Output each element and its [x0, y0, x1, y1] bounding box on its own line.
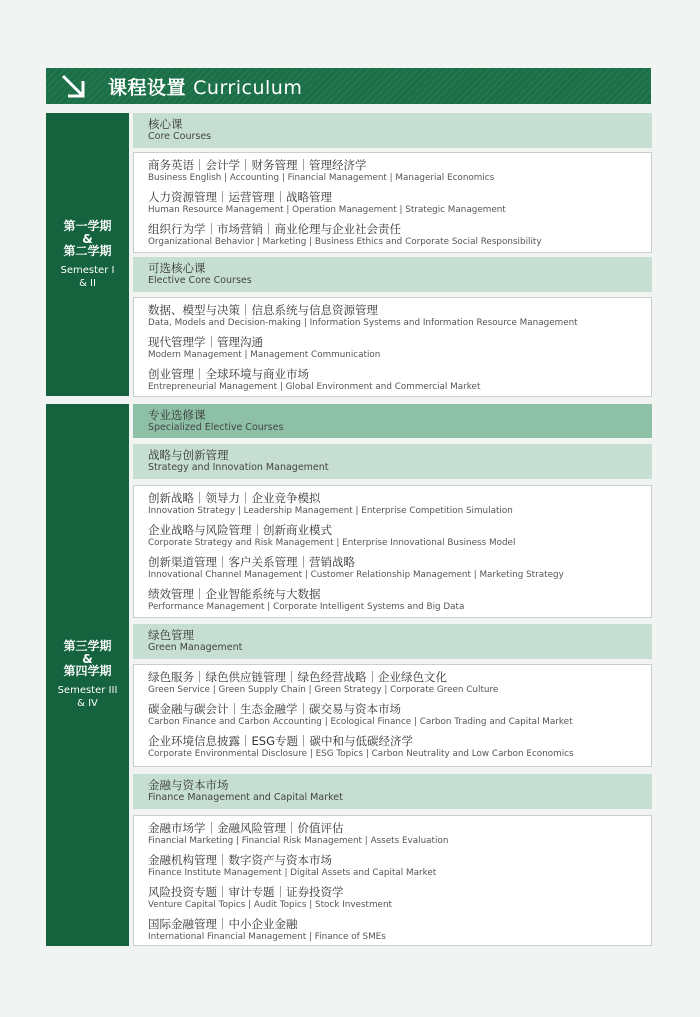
course-en: Corporate Environmental Disclosure | ESG Topics | Carbon Neutrality and Low Carbon Economics — [148, 749, 574, 759]
course-en: Carbon Finance and Carbon Accounting | Ecological Finance | Carbon Trading and Capital Market — [148, 717, 573, 727]
course-en: International Financial Management | Finance of SMEs — [148, 932, 386, 942]
strategy-list — [133, 485, 652, 618]
core-courses-heading — [133, 113, 652, 148]
course-cn: 国际金融管理｜中小企业金融 — [148, 917, 298, 931]
course-cn: 金融机构管理｜数字资产与资本市场 — [148, 853, 332, 867]
specialized-elective-heading — [133, 404, 652, 438]
title-en: Curriculum — [193, 76, 303, 99]
list-item — [148, 702, 573, 728]
green-list — [133, 664, 652, 767]
course-cn: 企业环境信息披露｜ESG专题｜碳中和与低碳经济学 — [148, 734, 413, 748]
core-courses-list — [133, 152, 652, 253]
course-en: Innovation Strategy | Leadership Management | Enterprise Competition Simulation — [148, 506, 513, 516]
list-item — [148, 821, 448, 847]
course-en: Modern Management | Management Communication — [148, 350, 381, 360]
list-item — [148, 190, 506, 216]
course-en: Organizational Behavior | Marketing | Business Ethics and Corporate Social Responsibility — [148, 237, 542, 247]
course-cn: 创业管理｜全球环境与商业市场 — [148, 367, 309, 381]
semester-1-cn: 第一学期 — [63, 218, 112, 233]
course-cn: 碳金融与碳会计｜生态金融学｜碳交易与资本市场 — [148, 702, 401, 716]
green-cn: 绿色管理 — [148, 628, 194, 642]
course-en: Innovational Channel Management | Customer Relationship Management | Marketing Strategy — [148, 570, 564, 580]
finance-en: Finance Management and Capital Market — [148, 792, 343, 803]
green-en: Green Management — [148, 642, 243, 653]
semester-3-4-label — [46, 404, 129, 946]
list-item — [148, 587, 464, 613]
list-item — [148, 853, 436, 879]
list-item — [148, 885, 392, 911]
semester-3-amp: & — [82, 652, 93, 666]
course-column — [133, 0, 652, 1017]
list-item — [148, 303, 578, 329]
course-en: Green Service | Green Supply Chain | Green Strategy | Corporate Green Culture — [148, 685, 499, 695]
list-item — [148, 555, 564, 581]
semester-4-cn: 第四学期 — [63, 664, 112, 678]
course-cn: 风险投资专题｜审计专题｜证券投资学 — [148, 885, 344, 899]
course-cn: 现代管理学｜管理沟通 — [148, 335, 263, 349]
course-en: Venture Capital Topics | Audit Topics | Stock Investment — [148, 900, 392, 910]
course-cn: 金融市场学｜金融风险管理｜价值评估 — [148, 821, 344, 835]
list-item — [148, 917, 386, 943]
semester-2-en: & II — [79, 277, 96, 289]
elective-core-list — [133, 297, 652, 397]
semester-3-en: Semester III — [57, 685, 118, 696]
list-item — [148, 158, 494, 184]
semester-4-en: & IV — [77, 698, 98, 709]
course-en: Financial Marketing | Financial Risk Management | Assets Evaluation — [148, 836, 449, 846]
strategy-en: Strategy and Innovation Management — [148, 462, 329, 473]
course-cn: 绩效管理｜企业智能系统与大数据 — [148, 587, 321, 601]
list-item — [148, 523, 515, 549]
core-cn: 核心课 — [148, 117, 183, 131]
course-en: Performance Management | Corporate Intelligent Systems and Big Data — [148, 602, 465, 612]
list-item — [148, 734, 574, 760]
semester-2-cn: 第二学期 — [63, 243, 112, 258]
course-en: Corporate Strategy and Risk Management | Enterprise Innovational Business Model — [148, 538, 516, 548]
specialized-cn: 专业选修课 — [148, 408, 206, 422]
arrow-down-right-icon — [60, 73, 86, 99]
course-en: Data, Models and Decision-making | Information Systems and Information Resource Management — [148, 318, 578, 328]
course-en: Human Resource Management | Operation Management | Strategic Management — [148, 205, 506, 215]
specialized-en: Specialized Elective Courses — [148, 422, 284, 433]
list-item — [148, 335, 380, 361]
elective-core-cn: 可选核心课 — [148, 261, 206, 275]
finance-list — [133, 815, 652, 946]
course-cn: 商务英语｜会计学｜财务管理｜管理经济学 — [148, 158, 367, 172]
elective-core-heading — [133, 257, 652, 292]
semester-3-cn: 第三学期 — [63, 639, 112, 653]
list-item — [148, 222, 542, 248]
core-en: Core Courses — [148, 131, 212, 142]
course-cn: 组织行为学｜市场营销｜商业伦理与企业社会责任 — [148, 222, 401, 236]
course-cn: 人力资源管理｜运营管理｜战略管理 — [148, 190, 332, 204]
course-en: Business English | Accounting | Financial Management | Managerial Economics — [148, 173, 495, 183]
strategy-heading — [133, 444, 652, 479]
semester-1-en: Semester I — [60, 264, 115, 276]
title-cn: 课程设置 — [108, 76, 187, 99]
finance-cn: 金融与资本市场 — [148, 778, 229, 792]
list-item — [148, 670, 498, 696]
strategy-cn: 战略与创新管理 — [148, 448, 229, 462]
course-cn: 创新战略｜领导力｜企业竞争模拟 — [148, 491, 321, 505]
course-en: Entrepreneurial Management | Global Environment and Commercial Market — [148, 382, 481, 392]
green-heading — [133, 624, 652, 659]
course-cn: 企业战略与风险管理｜创新商业模式 — [148, 523, 332, 537]
list-item — [148, 367, 480, 393]
elective-core-en: Elective Core Courses — [148, 275, 252, 286]
finance-heading — [133, 774, 652, 809]
semester-1-2-label — [46, 113, 129, 396]
list-item — [148, 491, 513, 517]
course-cn: 绿色服务｜绿色供应链管理｜绿色经营战略｜企业绿色文化 — [148, 670, 447, 684]
course-en: Finance Institute Management | Digital Assets and Capital Market — [148, 868, 437, 878]
course-cn: 创新渠道管理｜客户关系管理｜营销战略 — [148, 555, 355, 569]
course-cn: 数据、模型与决策｜信息系统与信息资源管理 — [148, 303, 378, 317]
semester-1-amp: & — [82, 231, 93, 246]
